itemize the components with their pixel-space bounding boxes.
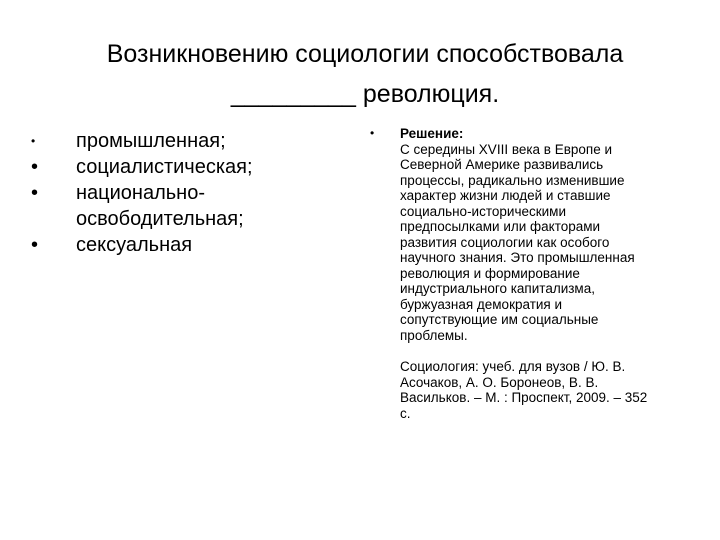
bullet-icon: •	[31, 182, 39, 204]
solution-body: С середины XVIII века в Европе и Северной Америке развивались процессы, радикально изменившие характер жизни людей и ставшие социально-историческими предпосылками или факторами развития социологии как особого научного знания. Это промышленная революция и формирование индустриального капитализма, буржуазная демократия и сопутствующие им социальные проблемы.	[400, 141, 635, 343]
option-item	[28, 232, 348, 258]
answer-options-list	[28, 128, 348, 258]
option-item	[28, 128, 348, 154]
option-item	[28, 180, 348, 232]
solution-block	[370, 126, 660, 421]
option-item	[28, 154, 348, 180]
title-line-1: Возникновению социологии способствовала	[106, 40, 624, 68]
title-line-2: _________ революция.	[230, 80, 500, 108]
option-text: социалистическая;	[76, 156, 253, 178]
option-text: сексуальная	[76, 234, 193, 256]
solution-reference: Социология: учеб. для вузов / Ю. В. Асочаков, А. О. Боронеов, В. В. Васильков. – М. : Проспект, 2009. – 352 с.	[400, 359, 648, 421]
option-text: национально-освободительная;	[76, 182, 244, 230]
option-text: промышленная;	[76, 130, 226, 152]
solution-heading: Решение:	[400, 126, 464, 141]
bullet-icon: •	[31, 134, 36, 148]
bullet-icon: •	[31, 156, 39, 178]
slide-title	[60, 34, 670, 114]
bullet-icon: •	[370, 126, 375, 140]
bullet-icon: •	[31, 234, 39, 256]
